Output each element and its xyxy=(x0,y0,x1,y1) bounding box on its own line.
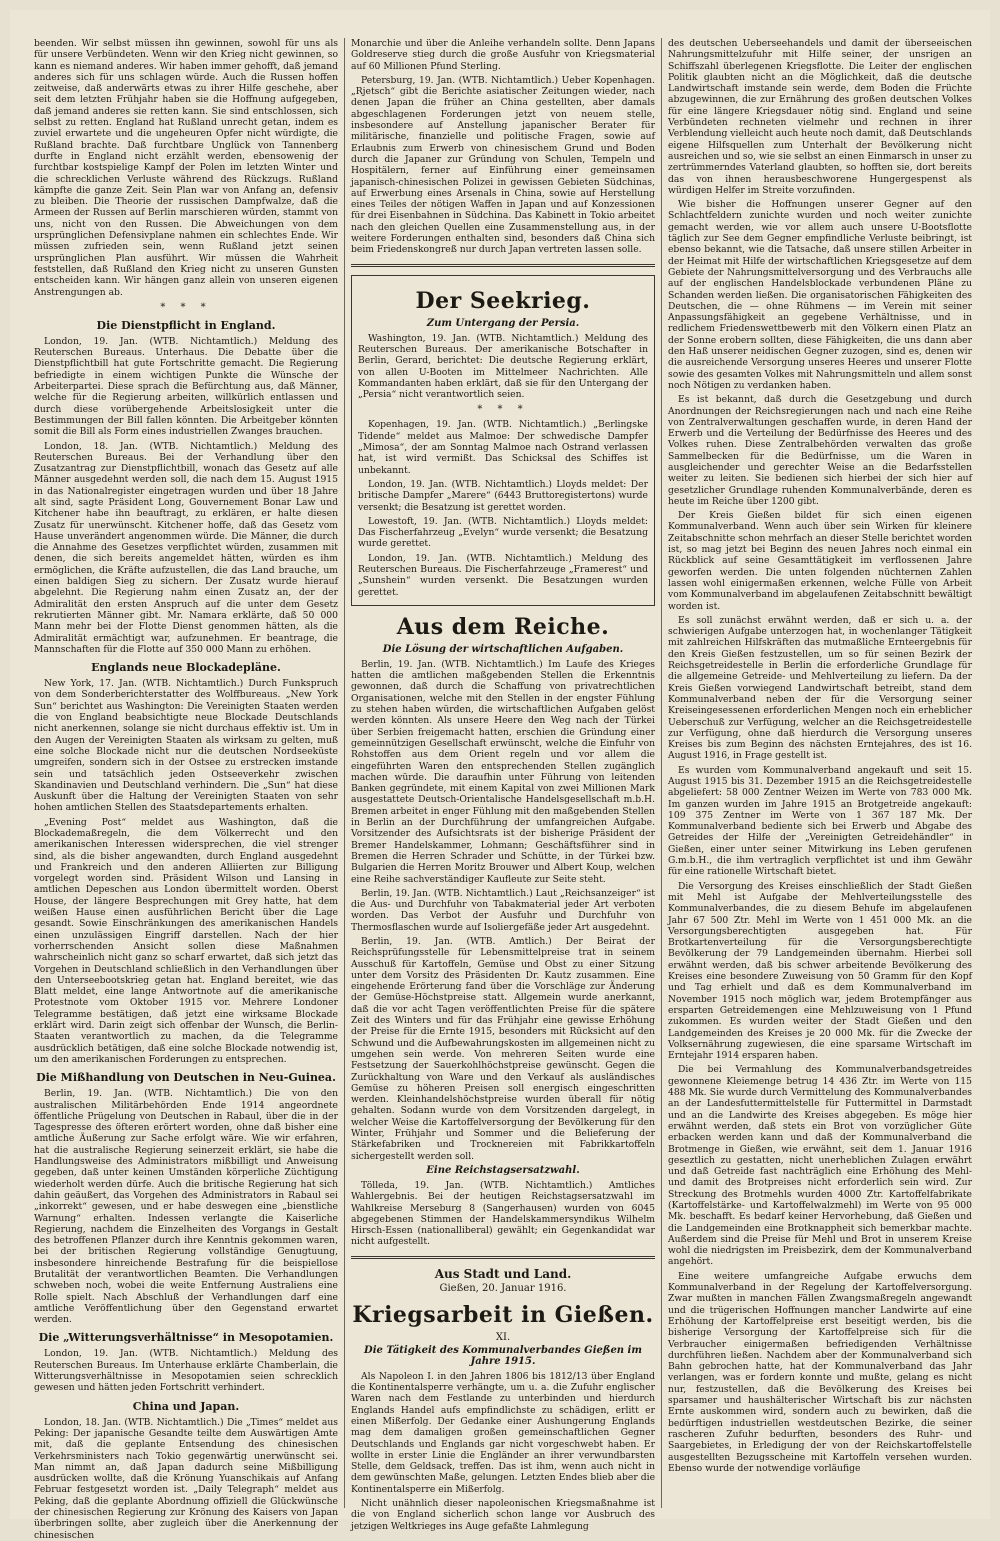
article-paragraph: Nicht unähnlich dieser napoleonischen Kriegsmaßnahme ist die von England sicherlich schon lange vor Ausbruch des jetzigen Weltkrieges ins Auge gefaßte Lahmlegung xyxy=(351,1497,655,1532)
article-paragraph: Lowestoft, 19. Jan. (WTB. Nichtamtlich.) Lloyds meldet: Das Fischerfahrzeug „Evelyn“ wurde versenkt; die Besatzung wurde gerettet. xyxy=(358,515,648,550)
article-paragraph: Kopenhagen, 19. Jan. (WTB. Nichtamtlich.) „Berlingske Tidende“ meldet aus Malmoe: Der schwedische Dampfer „Mimosa“, der am Sonntag Malmoe nach Ostrand verlassen hat, ist wird vermißt. Das Schicksal des Schiffes ist unbekannt. xyxy=(358,419,648,476)
newspaper-page xyxy=(10,10,990,1541)
column-middle xyxy=(344,38,661,1532)
article-paragraph: Tölleda, 19. Jan. (WTB. Nichtamtlich.) Amtliches Wahlergebnis. Bei der heutigen Reichstagsersatzwahl im Wahlkreise Merseburg 8 (Sangerhausen) wurden von 6045 abgegebenen Stimmen der Handelskammersyndikus Wilhelm Hirsch-Essen (nationalliberal) gewählt; ein Gegenkandidat war nicht aufgestellt. xyxy=(351,1179,655,1248)
article-paragraph: London, 19. Jan. (WTB. Nichtamtlich.) Meldung des Reuterschen Bureaus. Unterhaus. Die Debatte über die Dienstpflichtbill hat gute Fortschritte gemacht. Die Regierung befriedigte in einem wichtigen Punkte die Wünsche der Arbeiterpartei. Diese sprach die Befürchtung aus, daß Männer, welche für die Regierung arbeiten, willkürlich entlassen und durch diese vorübergehende Arbeitslosigkeit unter die Bestimmungen der Bill fallen könnten. Die Arbeitgeber könnten somit die Bill als Form eines industriellen Zwanges brauchen. xyxy=(34,335,338,438)
article-paragraph: Die Versorgung des Kreises einschließlich der Stadt Gießen mit Mehl ist Aufgabe der Mehlverteilungsstelle des Kommunalverbandes, die zu diesem Behufe im abgelaufenen Jahr 67 500 Ztr. Mehl im Werte von 1 451 000 Mk. an die Versorgungsberechtigten ausgegeben hat. Für Brotkartenverteilung für die Versorgungsberechtigte Bevölkerung der 79 Landgemeinden übernahm. Hierbei soll erwähnt werden, daß bis schwer arbeitende Bevölkerung des Kreises eine besondere Zuweisung von 50 Gramm für den Kopf und Tag erhielt und daß es dem Kommunalverband im November 1915 noch möglich war, jedem Brotempfänger aus ersparten Getreidemengen eine Mehlzuweisung von 1 Pfund zukommen. Es wurden weiter der Stadt Gießen und den Landgemeinden des Kreises je 20 000 Mk. für die Zwecke der Volksernährung zugewiesen, die eine sparsame Wirtschaft im Erntejahr 1914 ersparen haben. xyxy=(668,880,972,1062)
article-continuation: des deutschen Ueberseehandels und damit der überseeischen Nahrungsmittelzufuhr mit Hilfe seiner, der unsrigen an Schiffszahl überlegenen Kriegsflotte. Die Leiter der englischen Politik glaubten nicht an die Möglichkeit, daß die deutsche Landwirtschaft imstande sein werde, dem Boden die Früchte abzugewinnen, die zur Ernährung des großen deutschen Volkes für eine längere Kriegsdauer nötig sind. England und seine Verbündeten rechneten vielmehr und rechnen in ihrer Verblendung vielleicht auch heute noch damit, daß Deutschlands eigene Hilfsquellen zum Unterhalt der Bevölkerung nicht ausreichen und so, wie sie selbst an einen Einmarsch in unser zu zertrümmerndes Vaterland glaubten, so hofften sie, dort bereits das von ihnen herausbeschworene Hungergespenst als würdigen Helfer im Streite vorzufinden. xyxy=(668,38,973,196)
section-divider xyxy=(351,1256,655,1259)
column-left xyxy=(28,38,344,1541)
section-divider xyxy=(351,264,655,267)
article-paragraph: London, 19. Jan. (WTB. Nichtamtlich.) Meldung des Reuterschen Bureaus. Die Fischerfahrzeuge „Framerest“ und „Sunshein“ wurden versenkt. Die Besatzungen wurden gerettet. xyxy=(358,552,648,598)
subhead-kommunalverband: Die Tätigkeit des Kommunalverbandes Gießen im Jahre 1915. xyxy=(364,1344,642,1367)
separator-stars: * * * xyxy=(477,404,529,416)
article-paragraph: Es ist bekannt, daß durch die Gesetzgebung und durch Anordnungen der Reichsregierungen nach und nach eine Reihe von Zentralverwaltungen geschaffen wurde, in deren Hand der Erwerb und die Verteilung der Bedürfnisse des Heeres und des Volkes ruhen. Diese Zentralbehörden verwalten das große Sammelbecken für die Bedürfnisse, um die Waren in ausgleichender und gerechter Weise an die Bedarfsstellen weiter zu leiten. Sie bedienen sich hierbei der sich hier auf gesetzlicher Grundlage ruhenden Kommunalverbände, deren es heute im Reiche über 1200 gibt. xyxy=(668,394,972,507)
article-paragraph: London, 18. Jan. (WTB. Nichtamtlich.) Die „Times“ meldet aus Peking: Der japanische Gesandte teilte dem Auswärtigen Amte mit, daß die geplante Entsendung des chinesischen Verkehrsministers nach Tokio gegenwärtig unerwünscht sei. Man nimmt an, daß Japan dadurch seine Mißbilligung ausdrücken wollte, daß die Krönung Yuanschikais auf Anfang Februar festgesetzt worden ist. „Daily Telegraph“ meldet aus Peking, daß die geplante Abordnung offiziell die Glückwünsche der chinesischen Regierung zur Krönung des Kaisers von Japan überbringen sollte, aber zugleich über die Anerkennung der chinesischen xyxy=(34,1416,338,1541)
section-title-seekrieg: Der Seekrieg. xyxy=(415,287,591,314)
article-paragraph: Als Napoleon I. in den Jahren 1806 bis 1812/13 über England die Kontinentalsperre verhängte, um u. a. die Zufuhr englischer Waren nach dem Festlande zu unterbinden und hierdurch Englands Handel aufs empfindlichste zu schädigen, erlitt er einen Mißerfolg. Der Gedanke einer Aushungerung Englands mag dem damaligen großen gemeinschaftlichen Gegner Deutschlands und Englands gar nicht vorgeschwebt haben. Er wollte in erster Linie die Engländer an ihrer verwundbarsten Stelle, dem Geldsack, treffen. Das ist ihm, wenn auch nicht in dem gewünschten Maße, gelungen. Letzten Endes blieb aber die Kontinentalsperre ein Mißerfolg. xyxy=(351,1370,655,1495)
separator-stars: * * * xyxy=(160,301,212,313)
column-right xyxy=(661,38,978,1508)
article-paragraph: Es wurden vom Kommunalverband angekauft und seit 15. August 1915 bis 31. Dezember 1915 an die Reichsgetreidestelle abgeliefert: 58 000 Zentner Weizen im Werte von 783 000 Mk. Im ganzen wurden im Jahre 1915 an Brotgetreide angekauft: 109 375 Zentner im Werte von 1 367 187 Mk. Der Kommunalverband bediente sich bei Erwerb und Abgabe des Getreides der Hilfe der „Vereinigten Getreidehändler“ in Gießen, einer unter seiner Mitwirkung ins Leben gerufenen G.m.b.H., die ihm vertraglich verpflichtet ist und ihm Gewähr für eine rationelle Wirtschaft bietet. xyxy=(668,764,972,878)
article-paragraph: Wie bisher die Hoffnungen unserer Gegner auf den Schlachtfeldern zunichte wurden und noch weiter zunichte gemacht werden, wie vor allem auch unsere U-Bootsflotte täglich zur See dem Gegner empfindliche Verluste beibringt, ist ebenso bekannt, wie die Tatsache, daß unsere stillen Arbeiter in der Heimat mit Hilfe der wirtschaftlichen Kriegsgesetze auf dem Gebiete der Nahrungsmittelversorgung und des Verbrauchs alle auf der englischen Handelsblockade verbundenen Pläne zu Schanden werden ließen. Die organisatorischen Fähigkeiten des Deutschen, die — ohne Rühmens — im Verein mit seiner Anpassungsfähigkeit an gegebene Verhältnisse, und in redlichem Friedenswettbewerb mit den Völkern einen Platz an der Sonne erobern sollten, diese Fähigkeiten, die uns dann aber den Haß unserer neidischen Gegner zuzogen, sind es, denen wir die ausreichende Versorgung unseres Heeres und unserer Flotte sowie des gesamten Volkes mit Nahrungsmitteln und allem sonst noch Nötigen zu verdanken haben. xyxy=(668,199,972,391)
headline-china-japan: China und Japan. xyxy=(132,1399,240,1413)
article-paragraph: „Evening Post“ meldet aus Washington, daß die Blockademaßregeln, die dem Völkerrecht und den amerikanischen Interessen widersprechen, die viel strenger sind, als die bisher angewandten, durch England ausgedehnt und Frankreich und den anderen Alliierten zur Billigung vorgelegt worden sind. Präsident Wilson und Lansing in amtlichen Depeschen aus London übermittelt worden. Oberst House, der längere Besprechungen mit Grey hatte, hat dem weißen Hause einen ausführlichen Bericht über die Lage gesandt. Sowie Einschränkungen des amerikanischen Handels einen unzulässigen Eingriff darstellen. Nach der hier vorherrschenden Ansicht sollen diese Maßnahmen wahrscheinlich nicht ganz so scharf erwartet, daß sich jetzt das Vorgehen in Deutschland schließlich in den Verhandlungen über den Unterseebootskrieg getan hat. England bereitet, wie das Blatt meldet, eine lange Antwortnote auf die amerikanische Protestnote vom Oktober 1915 vor. Mehrere Londoner Telegramme bestätigen, daß jetzt eine wirksame Blockade erklärt wird. Darin zeigt sich offenbar der Wunsch, die Berlin-Staaten verantwortlich zu machen, da die Telegramme ausdrücklich betätigen, daß eine solche Blockade notwendig ist, um den amerikanischen Forderungen zu entsprechen. xyxy=(34,816,338,1065)
headline-kriegsarbeit: Kriegsarbeit in Gießen. xyxy=(352,1301,654,1328)
article-paragraph: Berlin, 19. Jan. (WTB. Nichtamtlich.) Die von den australischen Militärbehörden Ende 1914 angeordnete öffentliche Prügelung von Deutschen in Rabaul, über die in der Tagespresse des öfteren erörtert worden, ohne daß bisher eine amtliche Äußerung zur Sache erfolgt wäre. Wie wir erfahren, hat die australische Regierung seinerzeit erklärt, sie habe die Handlungsweise des Administrators mißbilligt und Anweisung gegeben, daß unter keinen Umständen körperliche Züchtigung wiederholt werden dürfe. Auch die britische Regierung hat sich dahin geäußert, das Vorgehen des Administrators in Rabaul sei „inkorrekt“ gewesen, und er habe deswegen eine „bienstliche Warnung“ erhalten. Indessen verlangte die Kaiserliche Regierung, nachdem die Einzelheiten des Vorgangs in Gestalt des betroffenen Pflanzer durch ihre Kenntnis gekommen waren, bei der britischen Regierung vollständige Genugtuung, insbesondere hinreichende Bestrafung für die beispiellose Brutalität der verantwortlichen Beamten. Die Verhandlungen schweben noch, wobei die weite Entfernung Australiens eine Rolle spielt. Nach Abschluß der Verhandlungen darf eine amtliche Veröffentlichung über den Gegenstand erwartet werden. xyxy=(34,1088,338,1326)
article-paragraph: Washington, 19. Jan. (WTB. Nichtamtlich.) Meldung des Reuterschen Bureaus. Der amerikanische Botschafter in Berlin, Gerard, berichtet: Die deutsche Regierung erklärt, von allen U-Booten im Mittelmeer Nachrichten. Alle Kommandanten haben erklärt, daß sie für den Untergang der „Persia“ nicht verantwortlich seien. xyxy=(358,332,648,401)
columns xyxy=(28,38,978,1541)
article-continuation: beenden. Wir selbst müssen ihn gewinnen, sowohl für uns als für unsere Verbündeten. Wenn wir den Krieg nicht gewinnen, so kann es niemand anderes. Wir haben immer gehofft, daß jemand anderes sich für uns schlagen würde. Auch die Russen hoffen zeitweise, daß anderwärts etwas zu ihrer Hilfe geschehe, aber seit dem letzten Frühjahr haben sie die Hoffnung aufgegeben, daß jemand anderes sie retten kann. Sie sind entschlossen, sich selbst zu retten. England hat Rußland unrecht getan, indem es zuviel erwartete und die ungeheuren Opfer nicht würdigte, die Rußland brachte. Daß furchtbare Unglück von Tannenberg durfte in England nicht erzählt werden, ebensowenig der furchtbar kostspielige Kampf der Polen im letzten Winter und die schrecklichen Verluste während des Rückzugs. Rußland kämpfte die ganze Zeit. Sein Plan war von Anfang an, defensiv zu bleiben. Die Theorie der russischen Dampfwalze, daß die Armeen der Russen auf Berlin marschieren würden, stammt von uns, nicht von den Russen. Die Abweichungen von dem ursprünglichen Defensivplane nahmen ein schlechtes Ende. Wir müssen zufrieden sein, wenn Rußland jetzt seinen ursprünglichen Plan ausführt. Wir müssen die Wahrheit feststellen, daß Rußland den Krieg nicht zu unseren Gunsten entscheiden kann. Wir hängen ganz allein von unseren eigenen Anstrengungen ab. xyxy=(34,38,338,298)
article-paragraph: Die bei Vermahlung des Kommunalverbandsgetreides gewonnene Kleiemenge betrug 14 436 Ztr. im Werte von 115 488 Mk. Sie wurde durch Vermittelung des Kommunalverbandes an der Landesfuttermittelstelle für Futtermittel in Darmstadt und an die Landwirte des Kreises abgegeben. Es möge hier erwähnt werden, daß stets ein Brot von vorzüglicher Güte erbacken werden kann und daß der Kommunalverband die Brotmenge in Gießen, wie erwähnt, seit dem 1. Januar 1916 geseztlich zu gestatten, nicht unerheblichen Zulagen erwährt und daß Getreide fast nachträglich eine Erhöhung des Mehl- und damit des Brotpreises nicht erforderlich sein wird. Zur Streckung des Brotmehls wurden 4000 Ztr. Kartoffelfabrikate (Kartoffelstärke- und Kartoffelwalzmehl) im Werte von 95 000 Mk. beschafft. Es bedarf keiner Hervorhebung, daß Gießen und die Landgemeinden eine Brotknappheit sich bemerkbar machte. Außerdem sind die Preise für Mehl und Brot in unserem Kreise wohl die niedrigsten im Preisbezirk, dem der Kommunalverband angehört. xyxy=(668,1064,972,1268)
article-paragraph: London, 19. Jan. (WTB. Nichtamtlich.) Lloyds meldet: Der britische Dampfer „Marere“ (6443 Bruttoregistertons) wurde versenkt; die Besatzung ist gerettet worden. xyxy=(358,478,648,513)
article-continuation: Monarchie und über die Anleihe verhandeln sollte. Denn Japans Goldreserve stieg durch die große Ausfuhr von Kriegsmaterial auf 60 Millionen Pfund Sterling. xyxy=(351,38,655,72)
article-paragraph: London, 19. Jan. (WTB. Nichtamtlich.) Meldung des Reuterschen Bureaus. Im Unterhause erklärte Chamberlain, die Witterungsverhältnisse in Mesopotamien seien schrecklich gewesen und hätten jeden Fortschritt verhindert. xyxy=(34,1348,338,1394)
section-title-reich: Aus dem Reiche. xyxy=(396,613,610,640)
article-paragraph: Berlin, 19. Jan. (WTB. Nichtamtlich.) Laut „Reichsanzeiger“ ist die Aus- und Durchfuhr von Tabakmaterial jeder Art verboten worden. Das Verbot der Ausfuhr und Durchfuhr von Thermosflaschen wurde auf Isoliergefäße jeder Art ausgedehnt. xyxy=(351,887,655,933)
headline-neu-guinea: Die Mißhandlung von Deutschen in Neu-Guinea. xyxy=(36,1071,336,1085)
article-paragraph: New York, 17. Jan. (WTB. Nichtamtlich.) Durch Funkspruch von dem Sonderberichterstatter des Wolffbureaus. „New York Sun“ berichtet aus Washington: Die Vereinigten Staaten werden die von England beabsichtigte neue Blockade Deutschlands nicht anerkennen, solange sie nicht durchaus effektiv ist. Um in den Augen der Vereinigten Staaten als wirksam zu gelten, muß eine solche Blockade nicht nur die deutschen Nordseeküste umgreifen, sondern sich in der Ostsee zu erstrecken imstande sein und tatsächlich jeden Ostseeverkehr zwischen Skandinavien und Deutschland verhindern. Die „Sun“ hat diese Auskunft über die Haltung der Vereinigten Staaten von sehr hohen amtlichen Stellen des Staatsdepartements erhalten. xyxy=(34,678,338,814)
article-paragraph: Petersburg, 19. Jan. (WTB. Nichtamtlich.) Ueber Kopenhagen. „Rjetsch“ gibt die Berichte asiatischer Zeitungen wieder, nach denen Japan die früher an China gestellten, aber damals abgeschlagenen Forderungen jetzt von neuem stelle, insbesondere auf Anstellung japanischer Berater für militärische, finanzielle und politische Fragen, sowie auf Erlaubnis zum Erwerb von chinesischem Grund und Boden durch die Japaner zur Gründung von Schulen, Tempeln und Hospitälern, ferner auf Einführung einer gemeinsamen japanisch-chinesischen Polizei in gewissen Gebieten Südchinas, auf Erwerbung eines Arsenals in China, sowie auf Herstellung eines Teiles der nötigen Waffen in Japan und auf Konzessionen für drei Eisenbahnen in Südchina. Das Kabinett in Tokio arbeitet nach den gleichen Quellen eine Zusammenstellung aus, in der weitere Forderungen enthalten sind, besonders daß China sich beim Friedenskongreß nur durch Japan vertreten lassen solle. xyxy=(351,74,655,256)
section-box-seekrieg xyxy=(351,275,655,606)
dateline: Gießen, 20. Januar 1916. xyxy=(439,1282,567,1294)
series-number: XI. xyxy=(495,1331,511,1343)
article-paragraph: Eine weitere umfangreiche Aufgabe erwuchs dem Kommunalverband in der Regelung der Kartoffelversorgung. Zwar mußten in manchen Fällen Zwangsmaßregeln angewandt und die trügerischen Hoffnungen mancher Landwirte auf eine Erhöhung der Kartoffelpreise erst beseitigt werden, bis die bisherige Versorgung der Kartoffelpreise sich für die Verbraucher einigermaßen befriedigenden Verhältnisse durchführen ließen. Nachdem aber der Kommunalverband sich Bahn gebrochen hatte, hat der Kommunalverband das Jahr verlangen, was er fordern konnte und mußte, gelang es nicht nur, festzustellen, daß die Bevölkerung des Kreises bei sparsamer und haushälterischer Wirtschaft bis zur nächsten Ernte auskommen wird, sondern auch zu bewirken, daß die bedürftigen industriellen westdeutschen Bezirke, die seiner rascheren Zufuhr bedurften, besonders des Ruhr- und Saargebietes, in Erledigung der von der Reichskartoffelstelle ausgestellten Bezugsscheine mit Kartoffeln versehen wurden. Ebenso wurde der notwendige vorläufige xyxy=(668,1270,972,1474)
headline-blockade: Englands neue Blockadepläne. xyxy=(91,661,281,675)
article-paragraph: Berlin, 19. Jan. (WTB. Amtlich.) Der Beirat der Reichsprüfungsstelle für Lebensmittelpreise trat in seinem Ausschuß für Kartoffeln, Gemüse und Obst zu einer Sitzung unter dem Vorsitz des Präsidenten Dr. Kautz zusammen. Eine eingehende Erörterung fand über die Vorschläge zur Änderung der Gemüse-Höchstpreise statt. Allgemein wurde anerkannt, daß die vor acht Tagen veröffentlichten Preise für die spätere Zeit des Winters und für das Frühjahr eine gewisse Erhöhung der Preise für die Ernte 1915, besonders mit Rücksicht auf den Schwund und die Aufbewahrungskosten im allgemeinen nicht zu umgehen sein werde. Von mehreren Seiten wurde eine Festsetzung der Sauerkohlhöchstpreise gewünscht. Gegen die Zurückhaltung von Ware und den Verkauf als ausländisches Gemüse zu höheren Preisen soll energisch eingeschritten werden. Kleinhandelshöchstpreise wurden überall für nötig gehalten. Sodann wurde von dem Vorsitzenden dargelegt, in welcher Weise die Kartoffelversorgung der Bevölkerung für den Winter, Frühjahr und Sommer und die Belieferung der Stärkefabriken und Trocknereien mit Fabrikkartoffeln sichergestellt werden soll. xyxy=(351,936,655,1162)
article-paragraph: London, 18. Jan. (WTB. Nichtamtlich.) Meldung des Reuterschen Bureaus. Bei der Verhandlung über den Zusatzantrag zur Dienstpflichtbill, wonach das Gesetz auf alle Männer ausgedehnt werden soll, die nach dem 15. August 1915 in das Nationalregister eingetragen wurden und über 18 Jahre alt sind, sagte Präsident Long, Gouvernement Bonar Law und Kitchener habe ihn beauftragt, zu erklären, er halte diesen Zusatz für unerwünscht. Kitchener hoffe, daß das Gesetz vom Hause unverändert angenommen würde. Die Männer, die durch die Annahme des Gesetzes verpflichtet würden, zusammen mit denen, die sich bereits angemeldet hätten, würden es ihm ermöglichen, die Kräfte aufzustellen, die das Land brauche, um einen baldigen Sieg zu sichern. Der Zusatz wurde hierauf abgelehnt. Die Regierung nahm einen Zusatz an, der der Admiralität den ersten Anspruch auf die unter dem Gesetz rekrutierten Männer gibt. Mr. Namara erklärte, daß 50 000 Mann mehr bei der Flotte Dienst genommen hätten, als die Admiralität ermächtigt war, aufzunehmen. Er beantrage, die Mannschaften für die Flotte auf 350 000 Mann zu erhöhen. xyxy=(34,440,338,655)
article-paragraph: Der Kreis Gießen bildet für sich einen eigenen Kommunalverband. Wenn auch über sein Wirken für kleinere Zeitabschnitte schon mehrfach an dieser Stelle berichtet worden ist, so mag jetzt bei Beginn des neuen Jahres noch einmal ein Rückblick auf seine Gesamttätigkeit im verflossenen Jahre geworfen werden. Die unten folgenden nüchternen Zahlen lassen wohl einigermaßen erkennen, welche Fülle von Arbeit vom Kommunalverband im abgelaufenen Zeitabschnitt bewältigt worden ist. xyxy=(668,510,972,612)
headline-mesopotamien: Die „Witterungsverhältnisse“ in Mesopotamien. xyxy=(38,1331,334,1345)
section-title-stadt: Aus Stadt und Land. xyxy=(434,1266,572,1281)
article-paragraph: Berlin, 19. Jan. (WTB. Nichtamtlich.) Im Laufe des Krieges hatten die amtlichen maßgebenden Stellen die Erkenntnis gewonnen, daß durch die Schaffung von privatrechtlichen Organisationen, welche mit den Stellen in der engster Fühlung zu stehen haben würden, die wirtschaftlichen Aufgaben gelöst werden könnten. Als unsere Heere den Weg nach der Türkei über Serbien freigemacht hatten, erschien die Gründung einer gemeinnützigen Gesellschaft erwünscht, welche die Einfuhr von Rohstoffen aus dem Orient regeln und vor allem die eingeführten Waren den entsprechenden Stellen zugänglich machen würde. Die daraufhin unter Führung von leitenden Banken gegründete, mit einem Kapital von zwei Millionen Mark ausgestattete Deutsch-Orientalische Handelsgesellschaft m.b.H. Bremen arbeitet in enger Fühlung mit den maßgebenden Stellen in Berlin an der Durchführung der umfangreichen Aufgabe. Vorsitzender des Aufsichtsrats ist der bisherige Präsident der Bremer Handelskammer, Lohmann; Geschäftsführer sind in Bremen die Herren Schrader und Schütte, in der Türkei bzw. Bulgarien die Herren Moritz Brouwer und Albert Koup, welchen eine Reihe sachverständiger Kaufleute zur Seite steht. xyxy=(351,658,655,885)
article-paragraph: Es soll zunächst erwähnt werden, daß er sich u. a. der schwierigen Aufgabe unterzogen hat, in wochenlanger Tätigkeit mit zahlreichen Hilfskräften das mutmaßliche Ernteergebnis für den Kreis Gießen festzustellen, um so für seinen Bezirk der Reichsgetreidestelle in Berlin die erforderliche Grundlage für die allgemeine Getreide- und Mehlverteilung zu liefern. Da der Kreis Gießen vorwiegend Landwirtschaft betreibt, stand dem Kommunalverband neben der für die Versorgung seiner Kreiseingesessenen erforderlichen Mengen noch ein erheblicher Ueberschuß zur Verfügung, welcher an die Reichsgetreidestelle zur Verfügung, ohne daß hierdurch die Versorgung unseres Kreises bis zum Beginn des nächsten Erntejahres, des ist 16. August 1916, in Frage gestellt ist. xyxy=(668,614,972,762)
subhead-persia: Zum Untergang der Persia. xyxy=(426,317,580,329)
subhead-wahl: Eine Reichstagsersatzwahl. xyxy=(426,1164,580,1176)
subhead-reich: Die Lösung der wirtschaftlichen Aufgaben. xyxy=(382,643,624,655)
headline-dienstpflicht: Die Dienstpflicht in England. xyxy=(96,318,276,332)
